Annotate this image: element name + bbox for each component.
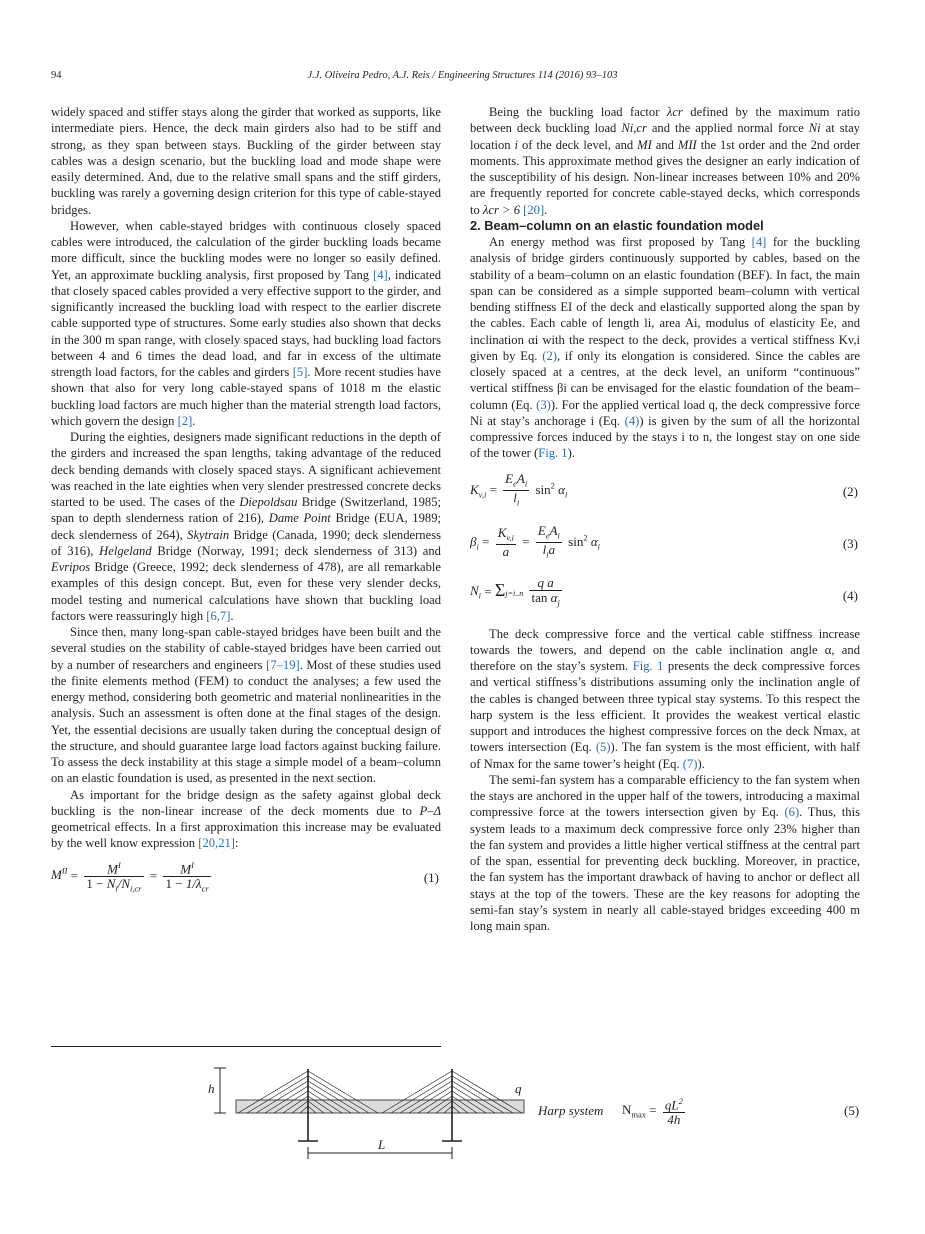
label-L: L xyxy=(378,1137,386,1152)
figure-link[interactable]: Fig. 1 xyxy=(538,446,568,461)
nmax-formula: $N_{max}$ = $\frac{qL^2}{4h}$ xyxy=(622,1096,683,1128)
equation-number: (4) xyxy=(842,587,858,603)
deck xyxy=(236,1100,524,1113)
equation-4: $N_i = \Sigma j=i..n$ $\frac{\text{q a}}{\tan \alpha_j}$ (4) xyxy=(470,574,858,608)
equation-number: (2) xyxy=(842,483,858,499)
equation-link[interactable]: (7) xyxy=(682,756,698,771)
paragraph: An energy method was first proposed by Tang [4] for the buckling analysis of bridge girders continuously supported by cables, based on the stability of a beam–column on an elastic foundation (BEF). In fact, the main span can be considered as a simple supported beam–column with vertical bending stiffness EI of the deck and elastically supported along the span by the cables. Each cable of length li, area Ai, modulus of elasticity Ee, and inclination αi with the respect to the deck, provides a vertical stiffness Kv,i given by Eq. (2), if only its elongation is considered. Since the cables are closely spaced at a centres, at the deck level, an uniform “continuous” vertical stiffness βi can be envisaged for the elastic foundation of the beam–column (Eq. (3)). For the applied vertical load q, the deck compressive force Ni at stay’s anchorage i (Eq. (4)) is given by the sum of all the horizontal compressive forces induced by the stays i to n, the longest stay on one side of the tower (Fig. 1). xyxy=(470,235,861,461)
paragraph: As important for the bridge design as the safety against global deck buckling is the non-linear increase of the deck moments due to P–Δ geometrical effects. In a first approximation this increase may be evaluated by the well know expression [20,21]: xyxy=(51,787,441,851)
equation-link[interactable]: (2) xyxy=(542,348,557,363)
paragraph: The semi-fan system has a comparable efficiency to the fan system when the stays are anchored in the upper half of the towers, introducing a maximal compressive force at the towers intersection given by Eq. (6). Thus, this system leads to a maximum deck compressive force only 23% higher than the fan system and provides a little higher vertical stiffness at the central part of the span, essential for preventing deck buckling. Moreover, in practice, the fan system has the important drawback of having to anchor or deflect all stays at the top of the towers. These are the key reasons for adopting the semi-fan stay’s system in nearly all cable-stayed bridges exceeding 400 m long main span. xyxy=(470,772,860,933)
figure-separator-rule xyxy=(51,1046,441,1047)
right-column xyxy=(470,104,860,934)
citation-link[interactable]: [7–19] xyxy=(266,657,300,672)
citation-link[interactable]: [5] xyxy=(292,365,308,379)
citation-link[interactable]: [6,7] xyxy=(206,608,231,623)
equation-1: $M^{II}$ = $\frac{M^I}{1 - N_i/N_{i,cr}}$ = $\frac{M^I}{1 - 1/\lambda_{cr}}$ (1) xyxy=(51,859,439,894)
equation-link[interactable]: (6) xyxy=(784,805,800,820)
paragraph: The deck compressive force and the vertical cable stiffness increase towards the towers, and depend on the cable inclination angle α, and therefore on the stay’s system. Fig. 1 presents the deck compressive forces and vertical stiffness’s distributions assuming only the inclination angle of the cables is changed between three typical stay systems. To this respect the harp system is the less efficient. It provides the weakest vertical elastic support and introduces the highest compressive forces on the deck Nmax, at towers intersection (Eq. (5)). The fan system is the most efficient, with half of Nmax for the same tower’s height (Eq. (7)). xyxy=(470,626,860,771)
harp-system-diagram xyxy=(200,1063,540,1163)
paragraph: Since then, many long-span cable-stayed bridges have been built and the several studies on the stability of cable-stayed bridges have been carried out by a number of researchers and engineers [7–19]. Most of these studies used the finite elements method (FEM) to conduct the analyses; a few used the energy method, considering both geometric and material nonlinearities in the analysis. Such an assessment is often done at the final stages of the design. Yet, the essential decisions are usually taken during the conceptual design of the structure, and should guarantee large load factors against bucking failure. To assess the deck instability at this stage a simple model of a beam–column on an elastic foundation is used, as presented in the next section. xyxy=(51,625,441,786)
paragraph: However, when cable-stayed bridges with continuous closely spaced cables were introduced, the calculation of the girder buckling loads became more difficult, since the buckling modes were no longer so easily defined. Yet, an approximate buckling analysis, first proposed by Tang [4], indicated that closely spaced cables provided a very effective support to the girder, and significantly increased the buckling load with respect to the earlier discrete cable supported type of structures. Some early studies also shown that decks in the 300 m span range, with closely spaced stays, had buckling load factors between 4 and 6 times the dead load, and far in excess of the ultimate strength load factors, for the cables and girders [5]. More recent studies have shown that also for very long cable-stayed spans of 1018 m the elastic buckling load factors are much higher than the material strength load factors, which govern the design [2]. xyxy=(51,218,441,428)
page-header xyxy=(51,70,874,86)
equation-number: (3) xyxy=(842,535,858,551)
equation-link[interactable]: (4) xyxy=(624,413,640,428)
left-column xyxy=(51,104,441,898)
citation-link[interactable]: [4] xyxy=(751,235,767,249)
citation-link[interactable]: [20,21] xyxy=(198,836,235,851)
system-name: Harp system xyxy=(538,1103,604,1118)
equation-link[interactable]: (3) xyxy=(536,397,551,412)
paragraph: Being the buckling load factor λcr defined by the maximum ratio between deck buckling load Ni,cr and the applied normal force Ni at stay location i of the deck level, and MI and MII the 1st order and the 2nd order moments. This approximate method gives the designer an early indication of the susceptibility of his design. Non-linear increases between 10% and 20% are frequently reported for concrete cable-stayed decks, which corresponds to λcr > 6 [20]. xyxy=(470,105,860,217)
equation-link[interactable]: (5) xyxy=(595,740,611,755)
paragraph: During the eighties, designers made significant reductions in the depth of the girders and increased the span lengths, taking advantage of the reduced deck bending demands with closely spaced stays. A significant achievement was reached in the late eighties when very slender prestressed concrete decks started to be used. The cases of the Diepoldsau Bridge (Switzerland, 1985; span to depth slenderness ration of 216), Dame Point Bridge (EUA, 1989; deck slenderness of 264), Skytrain Bridge (Canada, 1990; deck slenderness of 316), Helgeland Bridge (Norway, 1991; deck slenderness of 313) and Evripos Bridge (Greece, 1992; deck slenderness of 478), are all remarkable examples of this design concept. But, even for these very slender decks, model testing and numerical calculations have shown that buckling load factors were reassuringly high [6,7]. xyxy=(51,430,441,623)
figure-link[interactable]: Fig. 1 xyxy=(632,659,664,673)
section-title: 2. Beam–column on an elastic foundation model xyxy=(470,217,764,233)
citation-link[interactable]: [20] xyxy=(523,202,545,217)
citation-link[interactable]: [2] xyxy=(177,413,193,428)
citation-link[interactable]: [4] xyxy=(373,267,388,282)
equation-number: (5) xyxy=(844,1103,860,1118)
label-h: h xyxy=(208,1081,215,1096)
equation-number: (1) xyxy=(423,869,439,885)
label-q: q xyxy=(515,1081,522,1096)
equation-3: $\beta_i$ = $\frac{K_{v,i}}{a}$ = $\frac{E_eA_i}{l_ia}$ $\sin^2 \alpha_i$ (3) xyxy=(470,522,858,560)
running-head: J.J. Oliveira Pedro, A.J. Reis / Engineering Structures 114 (2016) 93–103 xyxy=(307,70,618,81)
page-number: 94 xyxy=(51,70,62,81)
paragraph: widely spaced and stiffer stays along the girder that worked as supports, like intermediate piers. Hence, the deck main girders also had to be stiff and strong, as they span between stays. Buckling of the girder between stay cables was a design scenario, but the buckling load and mode shape were easily determined. And, due to the relative small spans and the stiff girders, buckling was rarely a governing design criterion for this type of cable-stayed bridges. xyxy=(51,105,441,217)
equation-2: $K_{v,i}$ = $\frac{E_eA_i}{l_i}$ $\sin^2 \alpha_i$ (2) xyxy=(470,470,858,508)
